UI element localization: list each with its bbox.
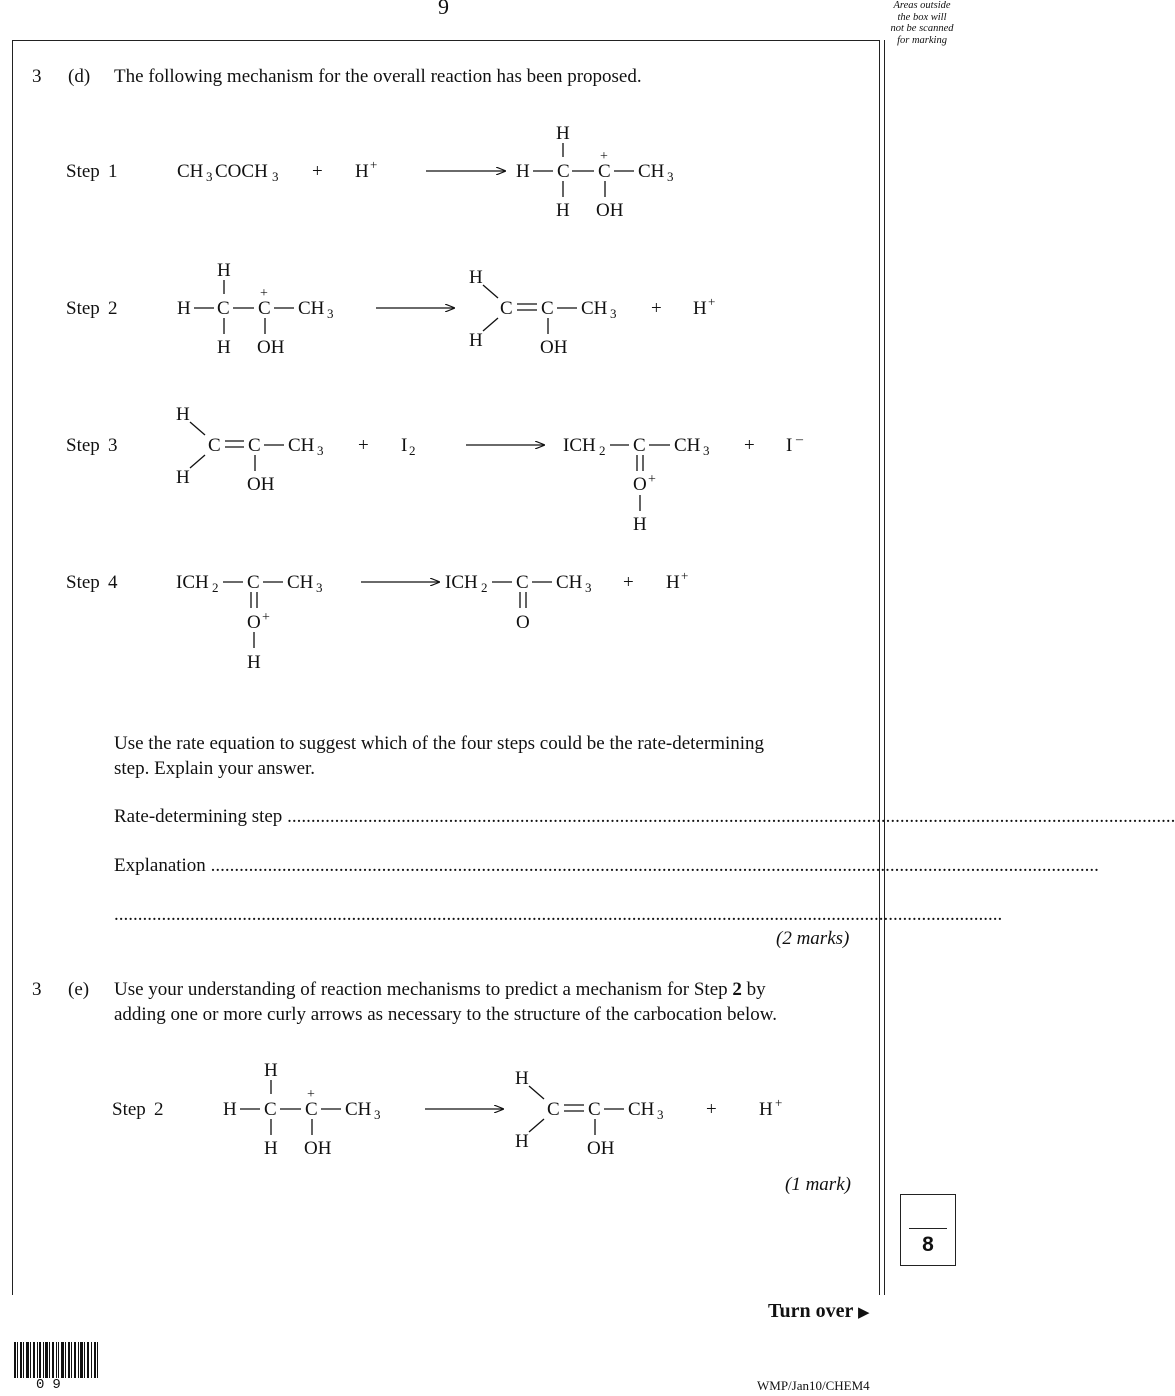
step-number: 3 xyxy=(108,435,118,456)
formula-ch: CH xyxy=(638,161,665,182)
subscript-3: 3 xyxy=(316,580,323,595)
formula-ch: CH xyxy=(581,298,608,319)
atom-h: H xyxy=(693,298,707,319)
atom-h: H xyxy=(759,1099,773,1120)
formula-ch: CH xyxy=(674,435,701,456)
atom-h: H xyxy=(247,652,261,673)
subscript-3: 3 xyxy=(272,169,279,184)
atom-c: C xyxy=(547,1099,560,1120)
subscript-3: 3 xyxy=(703,443,710,458)
charge-plus: + xyxy=(648,472,656,487)
explanation-answer-row xyxy=(114,853,1099,878)
subscript-3: 3 xyxy=(327,306,334,321)
subscript-2: 2 xyxy=(481,580,488,595)
atom-h: H xyxy=(264,1060,278,1081)
marks-label: (2 marks) xyxy=(776,928,850,949)
step-number: 1 xyxy=(108,161,118,182)
formula-ch: CH xyxy=(288,435,315,456)
formula-ich: ICH xyxy=(445,572,478,593)
atom-c: C xyxy=(217,298,230,319)
atom-c: C xyxy=(633,435,646,456)
formula-oh: OH xyxy=(247,474,275,495)
question-e-line1 xyxy=(114,977,766,1002)
atom-o: O xyxy=(633,474,647,495)
explanation-answer-field[interactable]: ........................................................................................................................................................................................... xyxy=(210,855,1099,876)
atom-c: C xyxy=(264,1099,277,1120)
charge-plus: + xyxy=(775,1095,783,1110)
charge-plus: + xyxy=(681,568,689,583)
charge-plus: + xyxy=(600,149,608,164)
atom-c: C xyxy=(598,161,611,182)
formula-ch: CH xyxy=(298,298,325,319)
barcode-digits: 09 xyxy=(36,1377,69,1393)
question-number: 3 xyxy=(32,979,42,1000)
plus-sign: + xyxy=(706,1099,717,1120)
formula-ich: ICH xyxy=(563,435,596,456)
question-prompt-line1: Use the rate equation to suggest which of the four steps could be the rate-determining xyxy=(114,733,765,754)
atom-h: H xyxy=(223,1099,237,1120)
marks-label: (1 mark) xyxy=(785,1174,851,1195)
formula-oh: OH xyxy=(257,337,285,358)
atom-h: H xyxy=(556,123,570,144)
atom-c: C xyxy=(305,1099,318,1120)
page-number: 9 xyxy=(438,0,449,19)
step-label: Step xyxy=(112,1099,146,1120)
formula-ich: ICH xyxy=(176,572,209,593)
margin-note-line: the box will xyxy=(897,11,947,23)
atom-c: C xyxy=(588,1099,601,1120)
bond xyxy=(190,455,205,468)
formula-ch: CH xyxy=(287,572,314,593)
atom-h: H xyxy=(264,1138,278,1159)
formula-oh: OH xyxy=(304,1138,332,1159)
subscript-3: 3 xyxy=(585,580,592,595)
charge-plus: + xyxy=(708,294,716,309)
atom-c: C xyxy=(248,435,261,456)
formula-coch: COCH xyxy=(215,161,268,182)
question-part: (d) xyxy=(68,66,91,87)
atom-h: H xyxy=(633,514,647,535)
charge-plus: + xyxy=(262,610,270,625)
step-label: Step xyxy=(66,572,100,593)
atom-o: O xyxy=(516,612,530,633)
atom-o: O xyxy=(247,612,261,633)
step-label: Step xyxy=(66,435,100,456)
atom-c: C xyxy=(247,572,260,593)
atom-h: H xyxy=(556,200,570,221)
step-number: 2 xyxy=(108,298,118,319)
question-number: 3 xyxy=(32,66,42,87)
question-prompt-line2: step. Explain your answer. xyxy=(114,758,316,779)
atom-h: H xyxy=(176,467,190,488)
subscript-3: 3 xyxy=(206,169,213,184)
question-e-text: by xyxy=(746,979,766,1000)
score-box xyxy=(900,1194,956,1266)
step-number: 4 xyxy=(108,572,118,593)
atom-h: H xyxy=(177,298,191,319)
question-part: (e) xyxy=(68,979,90,1000)
step-label: Step xyxy=(66,161,100,182)
subscript-3: 3 xyxy=(610,306,617,321)
charge-plus: + xyxy=(370,157,378,172)
barcode-icon xyxy=(14,1342,98,1378)
explanation-answer-row-2 xyxy=(114,902,1003,927)
formula-oh: OH xyxy=(540,337,568,358)
paper-code: WMP/Jan10/CHEM4 xyxy=(757,1378,870,1393)
atom-c: C xyxy=(208,435,221,456)
plus-sign: + xyxy=(651,298,662,319)
atom-h: H xyxy=(217,337,231,358)
subscript-3: 3 xyxy=(374,1107,381,1122)
atom-c: C xyxy=(258,298,271,319)
atom-h: H xyxy=(666,572,680,593)
formula-oh: OH xyxy=(587,1138,615,1159)
atom-c: C xyxy=(541,298,554,319)
rds-answer-field[interactable]: ........................................................................................................................................................................................... xyxy=(287,806,1175,827)
subscript-2: 2 xyxy=(212,580,219,595)
margin-note-line: not be scanned xyxy=(890,23,954,34)
score-value: 8 xyxy=(922,1233,934,1256)
rds-answer-row xyxy=(114,804,1175,829)
subscript-2: 2 xyxy=(409,443,416,458)
atom-h: H xyxy=(355,161,369,182)
explanation-answer-field[interactable]: ........................................................................................................................................................................................... xyxy=(114,904,1003,925)
turn-over xyxy=(768,1300,870,1323)
formula-ch: CH xyxy=(177,161,204,182)
step-label: Step xyxy=(66,298,100,319)
atom-h: H xyxy=(176,404,190,425)
atom-h: H xyxy=(516,161,530,182)
subscript-3: 3 xyxy=(657,1107,664,1122)
triangle-right-icon: ▶ xyxy=(858,1305,870,1321)
question-e-text: Use your understanding of reaction mechanisms to predict a mechanism for Step xyxy=(114,979,728,1000)
atom-c: C xyxy=(500,298,513,319)
question-intro: The following mechanism for the overall reaction has been proposed. xyxy=(114,66,642,87)
margin-note-line: Areas outside xyxy=(893,0,951,11)
atom-i: I xyxy=(786,435,793,456)
turn-over-label: Turn over xyxy=(768,1300,854,1322)
plus-sign: + xyxy=(623,572,634,593)
subscript-3: 3 xyxy=(667,169,674,184)
formula-ch: CH xyxy=(345,1099,372,1120)
explanation-label: Explanation xyxy=(114,855,206,876)
score-line xyxy=(909,1228,947,1229)
atom-h: H xyxy=(217,260,231,281)
formula-ch: CH xyxy=(628,1099,655,1120)
formula-oh: OH xyxy=(596,200,624,221)
bond xyxy=(483,285,498,298)
plus-sign: + xyxy=(744,435,755,456)
bond xyxy=(529,1086,544,1099)
step-number: 2 xyxy=(154,1099,164,1120)
bond xyxy=(190,422,205,435)
atom-c: C xyxy=(557,161,570,182)
atom-h: H xyxy=(469,330,483,351)
subscript-2: 2 xyxy=(599,443,606,458)
formula-ch: CH xyxy=(556,572,583,593)
charge-minus: – xyxy=(796,432,803,447)
plus-sign: + xyxy=(358,435,369,456)
plus-sign: + xyxy=(312,161,323,182)
atom-c: C xyxy=(516,572,529,593)
bond xyxy=(483,318,498,331)
bond xyxy=(529,1119,544,1132)
question-e-step-number: 2 xyxy=(732,979,742,1000)
atom-h: H xyxy=(515,1068,529,1089)
rds-label: Rate-determining step xyxy=(114,806,283,827)
charge-plus: + xyxy=(260,286,268,301)
charge-plus: + xyxy=(307,1087,315,1102)
atom-h: H xyxy=(469,267,483,288)
question-e-line2: adding one or more curly arrows as necessary to the structure of the carbocation below. xyxy=(114,1004,777,1025)
atom-h: H xyxy=(515,1131,529,1152)
subscript-3: 3 xyxy=(317,443,324,458)
atom-i: I xyxy=(401,435,408,456)
margin-note-line: for marking xyxy=(897,34,947,46)
